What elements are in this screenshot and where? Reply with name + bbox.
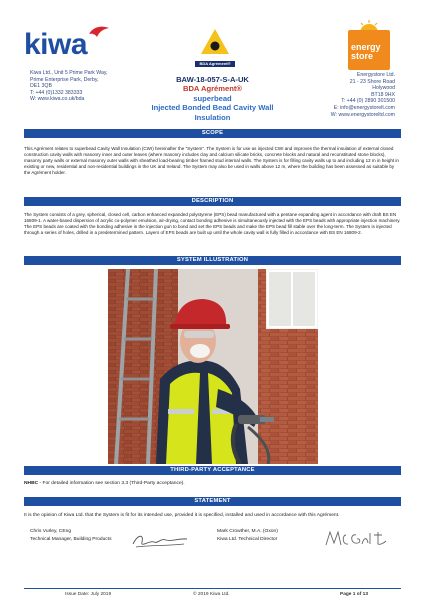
nhbc-acceptance — [24, 481, 401, 487]
holder-email[interactable]: E: info@energystorelt.com — [333, 104, 395, 111]
agrement-title: BDA Agrément® — [182, 84, 243, 94]
holder-website[interactable]: W: www.energystoreltd.com — [330, 111, 395, 118]
product-title-line1: Injected Bonded Bead Cavity Wall — [151, 103, 274, 113]
description-text: The System consists of a grey, spherical, closed cell, carbon enhanced expanded polystyrene (EPS) bead manufactured with a pentane expanding agent in accordance with draft BS EN 16809-1. A water-based dispersion of acrylic co-polymer emulsion, air-drying, contact bonding adhesive is simultaneously injected with the EPS beads with appropriate injection machinery. The EPS beads are coated with the bonding adhesive in the injection gun to bond and set the EPS beads and make the EPS bead fill stable over the long-term. The System is injected through a series of holes, drilled in a predetermined pattern. Layers of EPS beads are built up until the whole cavity wall is fully filled in accordance with BS EN 16809-2. — [24, 212, 401, 235]
document-title-block — [110, 75, 315, 122]
installer-photo — [108, 269, 318, 464]
copyright: © 2019 Kiwa Ltd. — [193, 592, 230, 597]
kiwa-logo — [24, 30, 104, 66]
kiwa-address-line: Kiwa Ltd., Unit 5 Prime Park Way, — [30, 70, 108, 76]
nhbc-label: NHBC — [24, 481, 39, 486]
agrement-triangle-icon — [200, 28, 230, 55]
statement-text: It is the opinion of Kiwa Ltd. that the System is fit for its intended use, provided it is specified, installed and used in accordance with this Agrément. — [24, 513, 340, 518]
holder-phone: T: +44 (0) 2890 301500 — [341, 98, 395, 105]
energy-logo-line2: store — [351, 51, 374, 61]
statement-heading: STATEMENT — [24, 497, 401, 506]
holder-address-line: 21 - 23 Shore Road — [349, 78, 395, 85]
kiwa-bird-icon — [88, 24, 110, 38]
page-number: Page 1 of 13 — [340, 592, 368, 597]
scope-text: This Agrément relates to superbead Cavity Wall Insulation (CWI) hereinafter the "System". The System is for use as injected CWI and improves the thermal insulation of external closed construction cavity walls with masonry inner and outer leaves (where masonry includes clay and calcium silicate bricks, concrete blocks and natural and reconstituted stone blocks), masonry party walls or external masonry outer walls with sheathed load-bearing timber framed stud internal walls. The System is for filling cavity walls up to and including 12 m in height in existing or new, residential and non-residential buildings in the UK and Ireland. The System may also be used in walls above 12 m, where the building has been assessed as suitable by the Agrément holder. — [24, 146, 399, 175]
illustration-heading: SYSTEM ILLUSTRATION — [24, 256, 401, 265]
kiwa-address-line: Prime Enterprise Park, Derby, — [30, 76, 99, 83]
left-signature-icon — [130, 530, 190, 552]
holder-address — [331, 72, 395, 118]
nhbc-text: - For detailed information see section 3.3 (Third-Party acceptance). — [38, 481, 185, 486]
right-signatory — [217, 528, 278, 544]
right-signature-icon — [322, 527, 392, 551]
scope-heading: SCOPE — [24, 129, 401, 138]
product-type: superbead — [193, 93, 232, 103]
energystore-logo-box — [348, 30, 390, 70]
right-signatory-name: Mark Crowther, M.A. (Oxon) — [217, 529, 278, 534]
product-title-line2: Insulation — [194, 112, 231, 122]
left-signatory-name: Chris Vurley, CEng — [30, 529, 72, 534]
description-heading: DESCRIPTION — [24, 197, 401, 206]
holder-address-line: BT18 9HX — [371, 91, 395, 98]
kiwa-address-line: DE1 3QB — [30, 83, 52, 90]
document-code: BAW-18-057-S-A-UK — [176, 75, 249, 84]
holder-address-line: Holywood — [372, 85, 395, 92]
footer-divider — [24, 588, 401, 589]
energy-logo-line1: energy — [351, 42, 381, 52]
holder-address-line: Energystore Ltd. — [356, 72, 395, 78]
left-signatory — [30, 528, 112, 544]
issue-date: Issue Date: July 2019 — [65, 592, 112, 597]
bba-mark-label: BDA Agrément® — [195, 61, 235, 67]
system-illustration-photo — [108, 269, 318, 464]
third-party-heading: THIRD-PARTY ACCEPTANCE — [24, 466, 401, 475]
left-signatory-role: Technical Manager, Building Products — [30, 537, 112, 543]
kiwa-phone: T: +44 (0)1332 383333 — [30, 89, 83, 96]
right-signatory-role: Kiwa Ltd. Technical Director — [217, 537, 278, 543]
kiwa-logo-text: kiwa — [24, 28, 88, 61]
kiwa-address — [30, 70, 108, 103]
bba-agrement-mark — [195, 28, 235, 74]
energystore-logo — [340, 20, 396, 72]
kiwa-website[interactable]: W: www.kiwa.co.uk/bda — [30, 96, 85, 103]
